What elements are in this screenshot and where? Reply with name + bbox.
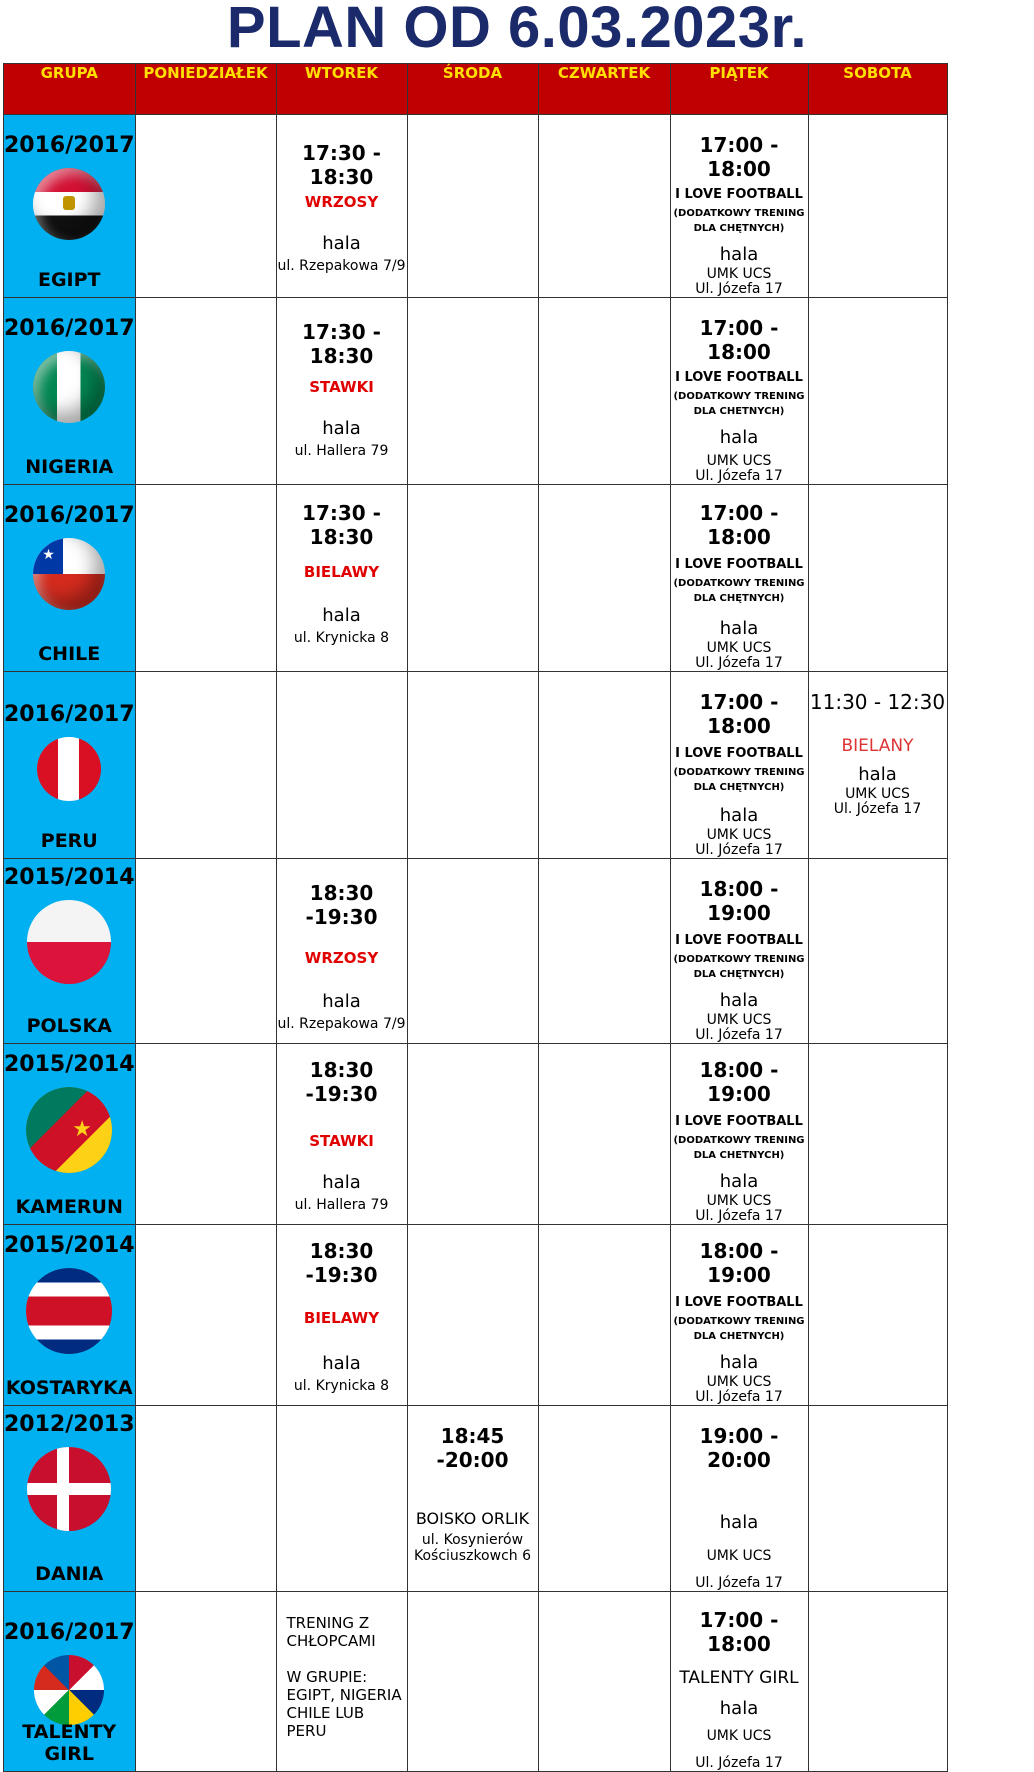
program-note-2: DLA CHETNYCH): [693, 1150, 785, 1161]
page-title: PLAN OD 6.03.2023r.: [226, 0, 808, 60]
training-time: 18:45 -20:00: [436, 1424, 509, 1472]
cell-sobota: [808, 859, 947, 1044]
program-note-1: (DODATKOWY TRENING: [673, 391, 805, 402]
venue-address: ul. Rzepakowa 7/9: [277, 258, 406, 274]
cell-piatek: [670, 485, 808, 672]
training-place: BIELAWY: [303, 563, 380, 581]
table-row: [4, 859, 948, 1044]
cell-sobota: [808, 1225, 947, 1406]
note-line-2: CHŁOPCAMI: [286, 1632, 376, 1650]
group-year: 2015/2014: [4, 1233, 135, 1258]
cell-sroda: [407, 485, 538, 672]
training-time: 17:00 - 18:00: [699, 316, 779, 364]
venue-name: UMK UCS: [706, 1193, 772, 1209]
program-name: I LOVE FOOTBALL: [675, 557, 803, 572]
group-cell: [4, 672, 136, 859]
table-row: [4, 115, 948, 298]
venue-type: hala: [719, 427, 759, 448]
group-cell: [4, 1225, 136, 1406]
group-country: KAMERUN: [15, 1196, 123, 1218]
venue-type: hala: [719, 618, 759, 639]
cell-piatek: [670, 672, 808, 859]
table-row: [4, 1592, 948, 1772]
venue-address: Ul. Józefa 17: [695, 1389, 783, 1405]
group-cell: [4, 1406, 136, 1592]
cell-sroda: [407, 672, 538, 859]
training-time: 17:00 - 18:00: [699, 1608, 779, 1656]
cell-wtorek: [276, 672, 407, 859]
cell-sroda: [407, 1044, 538, 1225]
cell-piatek: [670, 1225, 808, 1406]
cell-czwartek: [538, 1406, 670, 1592]
group-year: 2016/2017: [4, 316, 135, 341]
table-row: [4, 485, 948, 672]
cell-sobota: [808, 1592, 947, 1772]
program-name: I LOVE FOOTBALL: [675, 370, 803, 385]
training-time: 17:30 - 18:30: [302, 141, 381, 189]
group-country: POLSKA: [26, 1015, 112, 1037]
venue-name: UMK UCS: [706, 1728, 772, 1744]
cell-wtorek: [276, 859, 407, 1044]
group-name: TALENTY GIRL: [679, 1668, 799, 1688]
venue-address: Ul. Józefa 17: [695, 468, 783, 484]
training-time: 17:00 - 18:00: [699, 133, 779, 181]
cell-sroda: [407, 1406, 538, 1592]
cell-sobota: [808, 1406, 947, 1592]
cell-sobota: [808, 298, 947, 485]
venue-type: hala: [719, 990, 759, 1011]
training-time: 17:30 - 18:30: [302, 501, 381, 549]
venue-type: hala: [719, 1512, 759, 1533]
venue-address: ul. Hallera 79: [294, 1197, 389, 1213]
venue-type: hala: [719, 1698, 759, 1719]
venue-address-2: Kościuszkowch 6: [414, 1548, 531, 1564]
group-cell: [4, 859, 136, 1044]
program-note-2: DLA CHĘTNYCH): [693, 223, 785, 234]
cell-wtorek: [276, 298, 407, 485]
cell-piatek: [670, 115, 808, 298]
cell-sroda: [407, 1592, 538, 1772]
venue-address: ul. Krynicka 8: [293, 1378, 390, 1394]
group-cell: [4, 485, 136, 672]
cell-sroda: [407, 298, 538, 485]
venue-type: hala: [719, 805, 759, 826]
poland-flag-ball-icon: [27, 900, 111, 984]
group-year: 2012/2013: [4, 1412, 135, 1437]
training-time: 18:30 -19:30: [305, 881, 378, 929]
cell-czwartek: [538, 115, 670, 298]
cell-poniedzialek: [135, 115, 276, 298]
costa-rica-flag-ball-icon: [26, 1268, 112, 1354]
venue-address: Ul. Józefa 17: [695, 1027, 783, 1043]
venue-type: hala: [322, 418, 361, 439]
group-country: KOSTARYKA: [5, 1377, 133, 1399]
training-time: 18:00 - 19:00: [699, 1239, 779, 1287]
program-name: I LOVE FOOTBALL: [675, 187, 803, 202]
header-sobota: SOBOTA: [808, 64, 947, 115]
header-czwartek: CZWARTEK: [538, 64, 670, 115]
venue-address: Ul. Józefa 17: [833, 801, 922, 817]
table-row: [4, 298, 948, 485]
venue-address: ul. Krynicka 8: [293, 630, 390, 646]
group-year: 2015/2014: [4, 865, 135, 890]
group-cell: [4, 115, 136, 298]
training-time: 18:30 -19:30: [305, 1239, 378, 1287]
cell-piatek: [670, 1044, 808, 1225]
venue-address: Ul. Józefa 17: [695, 1575, 783, 1591]
cell-poniedzialek: [135, 1592, 276, 1772]
program-name: I LOVE FOOTBALL: [675, 1295, 803, 1310]
header-wtorek: WTOREK: [276, 64, 407, 115]
cell-wtorek: [276, 1406, 407, 1592]
venue-address-1: ul. Kosynierów: [421, 1532, 524, 1548]
group-cell: [4, 1592, 136, 1772]
group-year: 2016/2017: [4, 1620, 135, 1645]
table-row: [4, 672, 948, 859]
group-year: 2015/2014: [4, 1052, 135, 1077]
program-note-1: (DODATKOWY TRENING: [673, 954, 805, 965]
venue-name: BOISKO ORLIK: [415, 1509, 530, 1528]
cell-czwartek: [538, 298, 670, 485]
egypt-flag-ball-icon: [33, 168, 105, 240]
venue-type: hala: [858, 764, 897, 785]
cell-poniedzialek: [135, 859, 276, 1044]
cell-sobota: [808, 115, 947, 298]
venue-name: UMK UCS: [845, 786, 910, 802]
cell-czwartek: [538, 1592, 670, 1772]
program-name: I LOVE FOOTBALL: [675, 933, 803, 948]
training-time: 11:30 - 12:30: [809, 690, 946, 714]
training-time: 19:00 - 20:00: [699, 1424, 779, 1472]
venue-name: UMK UCS: [706, 266, 772, 282]
cell-poniedzialek: [135, 1406, 276, 1592]
training-time: 18:00 - 19:00: [699, 877, 779, 925]
nigeria-flag-ball-icon: [33, 351, 105, 423]
header-sroda: ŚRODA: [407, 64, 538, 115]
venue-address: Ul. Józefa 17: [695, 842, 783, 858]
cell-piatek: [670, 298, 808, 485]
cell-piatek: [670, 1592, 808, 1772]
header-grupa: GRUPA: [4, 64, 136, 115]
training-time: 18:30 -19:30: [305, 1058, 378, 1106]
cell-sobota: [808, 1044, 947, 1225]
training-time: 17:00 - 18:00: [699, 690, 779, 738]
chile-flag-ball-icon: ★: [33, 538, 105, 610]
venue-type: hala: [322, 991, 361, 1012]
group-country: PERU: [40, 830, 98, 852]
program-note-1: (DODATKOWY TRENING: [673, 1316, 805, 1327]
group-country: TALENTY GIRL: [22, 1721, 117, 1765]
training-place: STAWKI: [309, 1132, 374, 1150]
header-row: [4, 64, 948, 115]
group-country: CHILE: [38, 643, 101, 665]
venue-name: UMK UCS: [706, 640, 772, 656]
cell-wtorek: [276, 1225, 407, 1406]
header-piatek: PIĄTEK: [670, 64, 808, 115]
training-place: WRZOSY: [304, 193, 379, 211]
group-year: 2016/2017: [4, 503, 135, 528]
training-place: STAWKI: [309, 378, 374, 396]
program-note-1: (DODATKOWY TRENING: [673, 208, 805, 219]
group-country: DANIA: [35, 1563, 104, 1585]
venue-type: hala: [719, 1352, 759, 1373]
cell-sroda: [407, 859, 538, 1044]
note-line-5: CHILE LUB PERU: [286, 1704, 365, 1740]
program-note-2: DLA CHETNYCH): [693, 406, 785, 417]
cell-sobota: [808, 672, 947, 859]
cell-wtorek: [276, 1592, 407, 1772]
venue-address: Ul. Józefa 17: [695, 655, 783, 671]
training-time: 18:00 - 19:00: [699, 1058, 779, 1106]
table-row: [4, 1225, 948, 1406]
note-line-4: EGIPT, NIGERIA: [286, 1686, 402, 1704]
cell-sroda: [407, 1225, 538, 1406]
cameroon-flag-ball-icon: ★: [26, 1087, 112, 1173]
venue-type: hala: [322, 1353, 361, 1374]
group-year: 2016/2017: [4, 133, 135, 158]
venue-type: hala: [719, 244, 759, 265]
cell-poniedzialek: [135, 298, 276, 485]
note-line-3: W GRUPIE:: [286, 1668, 368, 1686]
venue-address: Ul. Józefa 17: [695, 1755, 783, 1771]
venue-type: hala: [719, 1171, 759, 1192]
schedule-table: [3, 63, 948, 1772]
cell-poniedzialek: [135, 672, 276, 859]
venue-type: hala: [322, 233, 361, 254]
note-line-1: TRENING Z: [286, 1614, 370, 1632]
cell-czwartek: [538, 1044, 670, 1225]
cell-wtorek: [276, 485, 407, 672]
program-note-2: DLA CHETNYCH): [693, 1331, 785, 1342]
venue-address: Ul. Józefa 17: [695, 281, 783, 297]
cell-poniedzialek: [135, 1225, 276, 1406]
venue-name: UMK UCS: [706, 453, 772, 469]
venue-name: UMK UCS: [706, 827, 772, 843]
cell-poniedzialek: [135, 485, 276, 672]
training-place: WRZOSY: [304, 949, 379, 967]
training-place: BIELANY: [841, 736, 914, 756]
venue-address: ul. Hallera 79: [294, 443, 389, 459]
program-note-2: DLA CHĘTNYCH): [693, 593, 785, 604]
world-flags-ball-icon: [34, 1655, 104, 1725]
program-note-1: (DODATKOWY TRENING: [673, 578, 805, 589]
cell-czwartek: [538, 1225, 670, 1406]
group-cell: [4, 1044, 136, 1225]
group-cell: [4, 298, 136, 485]
table-row: [4, 1044, 948, 1225]
peru-flag-ball-icon: [37, 737, 101, 801]
header-poniedzialek: PONIEDZIAŁEK: [135, 64, 276, 115]
venue-address: Ul. Józefa 17: [695, 1208, 783, 1224]
denmark-flag-ball-icon: [27, 1447, 111, 1531]
training-time: 17:00 - 18:00: [699, 501, 779, 549]
venue-type: hala: [322, 605, 361, 626]
cell-czwartek: [538, 485, 670, 672]
group-country: EGIPT: [37, 269, 101, 291]
venue-name: UMK UCS: [706, 1374, 772, 1390]
cell-czwartek: [538, 859, 670, 1044]
program-note-1: (DODATKOWY TRENING: [673, 1135, 805, 1146]
cell-wtorek: [276, 115, 407, 298]
venue-name: UMK UCS: [706, 1548, 772, 1564]
program-note-2: DLA CHĘTNYCH): [693, 969, 785, 980]
group-year: 2016/2017: [4, 702, 135, 727]
cell-sobota: [808, 485, 947, 672]
cell-czwartek: [538, 672, 670, 859]
training-place: BIELAWY: [303, 1309, 380, 1327]
program-note-1: (DODATKOWY TRENING: [673, 767, 805, 778]
venue-name: UMK UCS: [706, 1012, 772, 1028]
cell-sroda: [407, 115, 538, 298]
venue-type: hala: [322, 1172, 361, 1193]
program-name: I LOVE FOOTBALL: [675, 1114, 803, 1129]
table-row: [4, 1406, 948, 1592]
program-name: I LOVE FOOTBALL: [675, 746, 803, 761]
cell-piatek: [670, 1406, 808, 1592]
venue-address: ul. Rzepakowa 7/9: [277, 1016, 406, 1032]
group-country: NIGERIA: [25, 456, 114, 478]
cell-piatek: [670, 859, 808, 1044]
cell-wtorek: [276, 1044, 407, 1225]
training-time: 17:30 - 18:30: [302, 320, 381, 368]
program-note-2: DLA CHĘTNYCH): [693, 782, 785, 793]
cell-poniedzialek: [135, 1044, 276, 1225]
